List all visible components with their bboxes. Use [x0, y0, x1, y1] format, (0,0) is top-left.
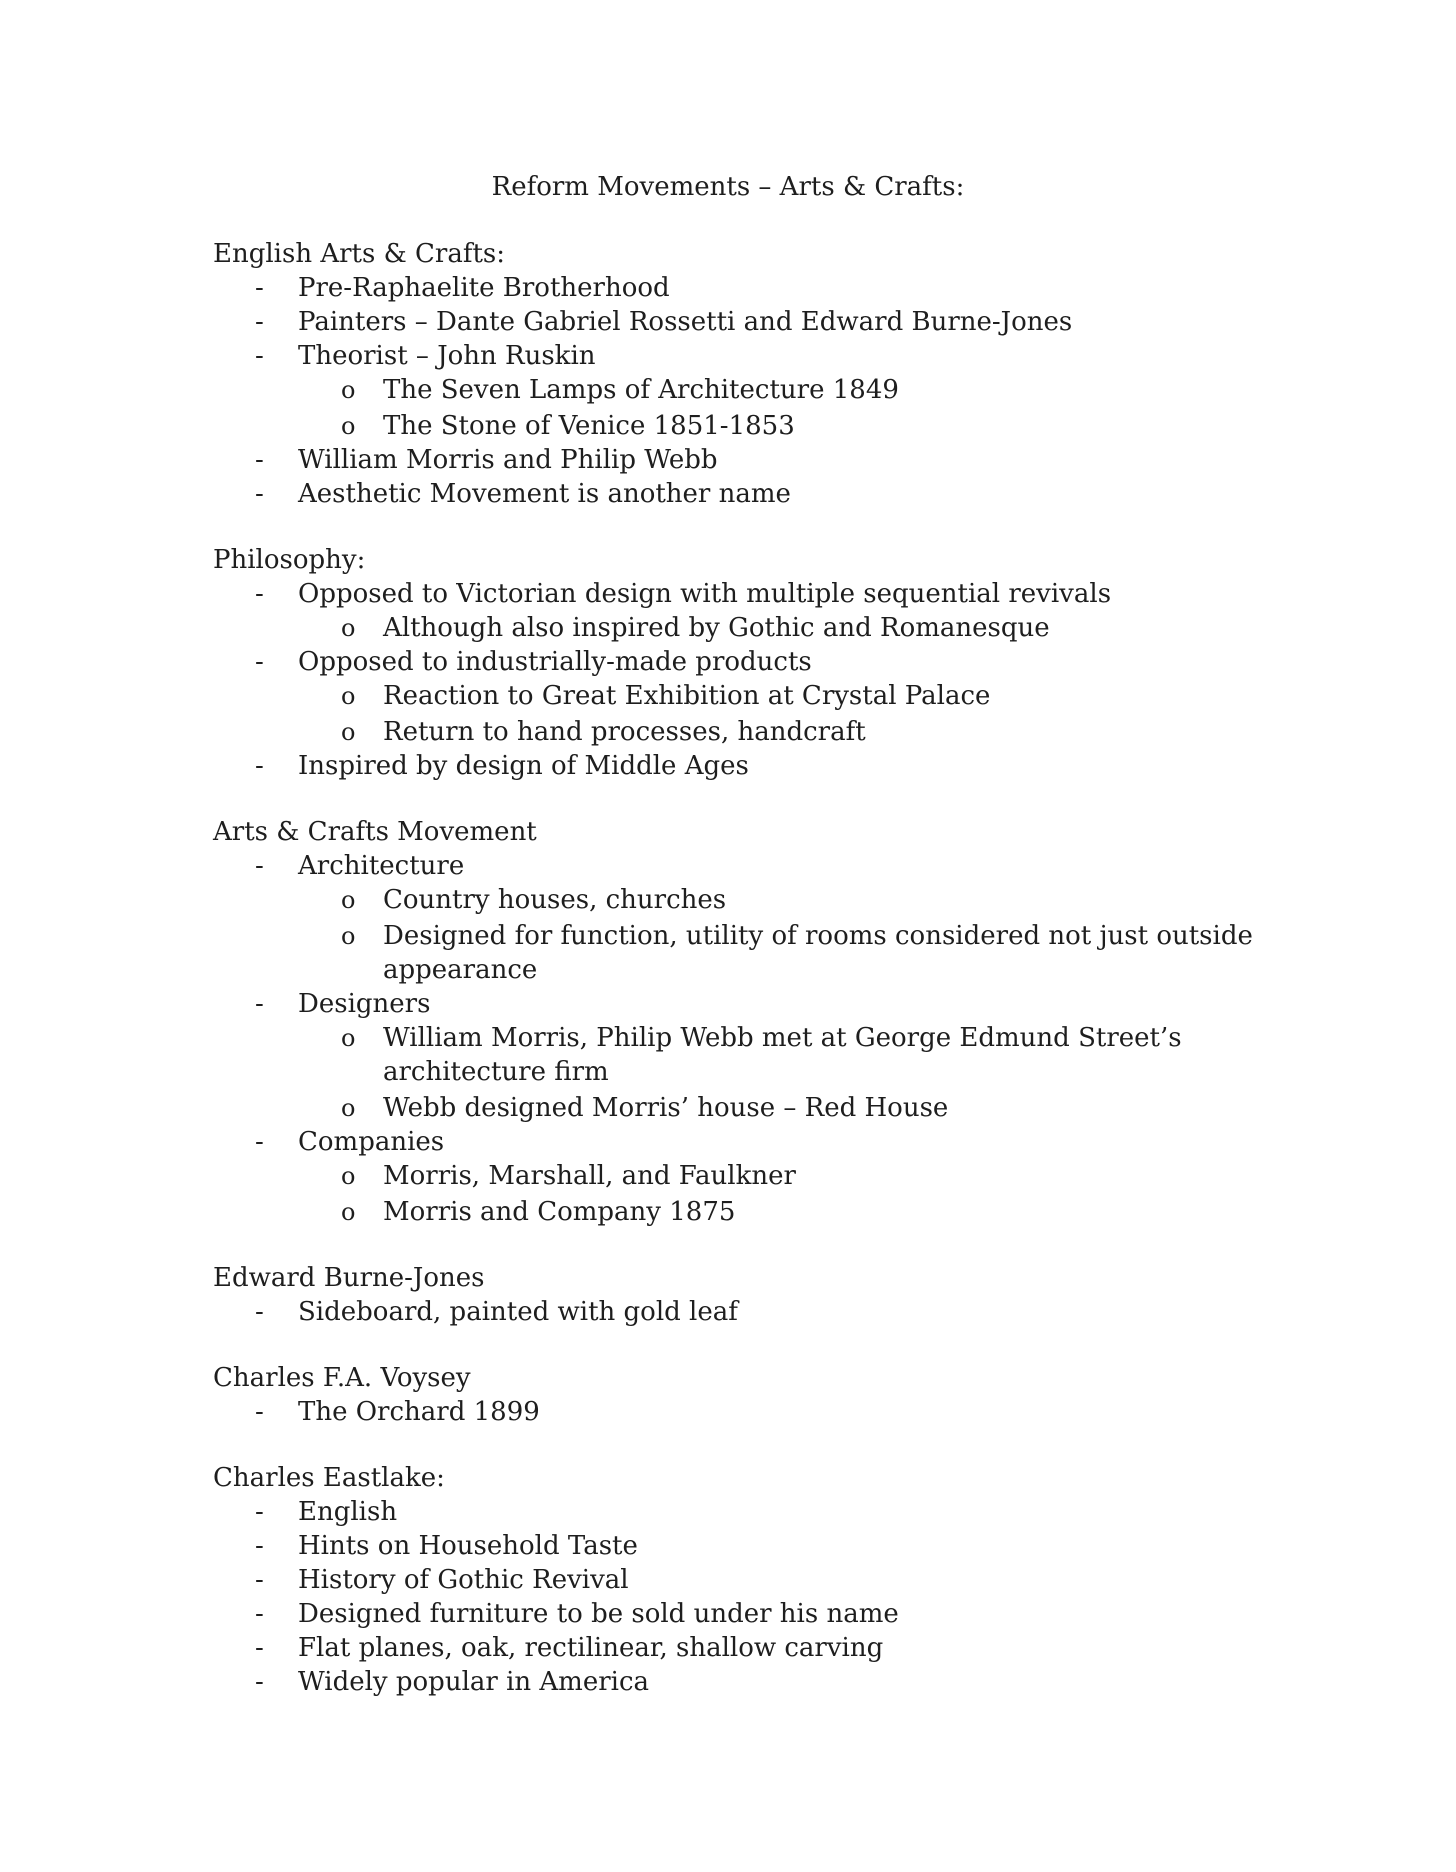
list-item [213, 1125, 1253, 1229]
dash-bullet-icon: - [255, 1127, 264, 1157]
list-item-text: Companies [298, 1127, 445, 1157]
list-item [213, 1529, 1253, 1563]
circle-bullet-icon: o [341, 682, 356, 710]
list-item [213, 443, 1253, 477]
sub-list-item [213, 611, 1253, 645]
bullet-list [213, 849, 1253, 1229]
sub-list-item-text: Country houses, churches [383, 885, 727, 915]
list-item-text: Sideboard, painted with gold leaf [298, 1297, 738, 1327]
circle-bullet-icon: o [341, 718, 356, 746]
list-item [213, 477, 1253, 511]
dash-bullet-icon: - [255, 647, 264, 677]
sub-list-item-text: William Morris, Philip Webb met at George Edmund Street’s architecture firm [383, 1023, 1182, 1087]
sub-bullet-list [298, 1021, 1253, 1125]
sub-list-item-text: Morris and Company 1875 [383, 1197, 736, 1227]
dash-bullet-icon: - [255, 579, 264, 609]
list-item [213, 1665, 1253, 1699]
bullet-list [213, 1495, 1253, 1699]
list-item-text: Theorist – John Ruskin [298, 341, 596, 371]
dash-bullet-icon: - [255, 1297, 264, 1327]
list-item [213, 305, 1253, 339]
list-item [213, 749, 1253, 783]
sub-bullet-list [298, 373, 1253, 443]
circle-bullet-icon: o [341, 1024, 356, 1052]
circle-bullet-icon: o [341, 886, 356, 914]
dash-bullet-icon: - [255, 1497, 264, 1527]
bullet-list [213, 1395, 1253, 1429]
sub-list-item [213, 1159, 1253, 1193]
sub-list-item-text: Designed for function, utility of rooms considered not just outside appearance [383, 921, 1253, 985]
notes-body [213, 237, 1253, 1731]
sub-list-item [213, 1091, 1253, 1125]
list-item [213, 1495, 1253, 1529]
section-heading: Arts & Crafts Movement [213, 817, 537, 847]
section [213, 815, 1253, 1229]
list-item [213, 1295, 1253, 1329]
bullet-list [213, 577, 1253, 783]
sub-list-item [213, 715, 1253, 749]
list-item [213, 645, 1253, 749]
circle-bullet-icon: o [341, 1094, 356, 1122]
bullet-list [213, 1295, 1253, 1329]
page-title: Reform Movements – Arts & Crafts: [491, 172, 965, 202]
list-item-text: Flat planes, oak, rectilinear, shallow carving [298, 1633, 884, 1663]
list-item-text: Opposed to Victorian design with multiple sequential revivals [298, 579, 1112, 609]
circle-bullet-icon: o [341, 376, 356, 404]
section-heading: Charles Eastlake: [213, 1463, 445, 1493]
dash-bullet-icon: - [255, 307, 264, 337]
circle-bullet-icon: o [341, 614, 356, 642]
sub-list-item-text: Webb designed Morris’ house – Red House [383, 1093, 949, 1123]
dash-bullet-icon: - [255, 1565, 264, 1595]
sub-list-item [213, 1021, 1253, 1089]
list-item [213, 1597, 1253, 1631]
sub-list-item [213, 409, 1253, 443]
list-item-text: Inspired by design of Middle Ages [298, 751, 749, 781]
section [213, 1361, 1253, 1429]
section [213, 1461, 1253, 1699]
dash-bullet-icon: - [255, 341, 264, 371]
dash-bullet-icon: - [255, 1397, 264, 1427]
dash-bullet-icon: - [255, 1667, 264, 1697]
list-item-text: Painters – Dante Gabriel Rossetti and Edward Burne-Jones [298, 307, 1073, 337]
list-item-text: Widely popular in America [298, 1667, 650, 1697]
sub-list-item-text: Although also inspired by Gothic and Romanesque [383, 613, 1050, 643]
section-heading: Philosophy: [213, 545, 366, 575]
list-item-text: Architecture [298, 851, 465, 881]
list-item-text: Opposed to industrially-made products [298, 647, 812, 677]
list-item-text: William Morris and Philip Webb [298, 445, 718, 475]
list-item-text: Hints on Household Taste [298, 1531, 638, 1561]
sub-list-item [213, 679, 1253, 713]
list-item-text: History of Gothic Revival [298, 1565, 629, 1595]
list-item-text: Pre-Raphaelite Brotherhood [298, 273, 670, 303]
list-item [213, 849, 1253, 987]
list-item [213, 1631, 1253, 1665]
sub-list-item-text: The Stone of Venice 1851-1853 [383, 411, 795, 441]
sub-list-item [213, 883, 1253, 917]
list-item-text: Designed furniture to be sold under his name [298, 1599, 899, 1629]
dash-bullet-icon: - [255, 1531, 264, 1561]
section [213, 543, 1253, 783]
circle-bullet-icon: o [341, 1198, 356, 1226]
circle-bullet-icon: o [341, 1162, 356, 1190]
section-heading: English Arts & Crafts: [213, 239, 506, 269]
sub-list-item-text: Return to hand processes, handcraft [383, 717, 866, 747]
sub-bullet-list [298, 883, 1253, 987]
dash-bullet-icon: - [255, 751, 264, 781]
sub-list-item [213, 373, 1253, 407]
dash-bullet-icon: - [255, 479, 264, 509]
dash-bullet-icon: - [255, 1633, 264, 1663]
list-item [213, 271, 1253, 305]
circle-bullet-icon: o [341, 922, 356, 950]
dash-bullet-icon: - [255, 445, 264, 475]
list-item-text: The Orchard 1899 [298, 1397, 540, 1427]
sub-list-item [213, 919, 1253, 987]
section [213, 1261, 1253, 1329]
section-heading: Charles F.A. Voysey [213, 1363, 471, 1393]
list-item [213, 577, 1253, 645]
bullet-list [213, 271, 1253, 511]
dash-bullet-icon: - [255, 989, 264, 1019]
list-item-text: Aesthetic Movement is another name [298, 479, 791, 509]
sub-list-item [213, 1195, 1253, 1229]
list-item [213, 1563, 1253, 1597]
sub-bullet-list [298, 679, 1253, 749]
dash-bullet-icon: - [255, 1599, 264, 1629]
sub-bullet-list [298, 611, 1253, 645]
list-item-text: Designers [298, 989, 431, 1019]
section [213, 237, 1253, 511]
sub-list-item-text: The Seven Lamps of Architecture 1849 [383, 375, 899, 405]
list-item [213, 1395, 1253, 1429]
list-item [213, 987, 1253, 1125]
dash-bullet-icon: - [255, 273, 264, 303]
section-heading: Edward Burne-Jones [213, 1263, 485, 1293]
list-item [213, 339, 1253, 443]
list-item-text: English [298, 1497, 398, 1527]
circle-bullet-icon: o [341, 412, 356, 440]
dash-bullet-icon: - [255, 851, 264, 881]
sub-list-item-text: Morris, Marshall, and Faulkner [383, 1161, 796, 1191]
sub-bullet-list [298, 1159, 1253, 1229]
sub-list-item-text: Reaction to Great Exhibition at Crystal Palace [383, 681, 991, 711]
